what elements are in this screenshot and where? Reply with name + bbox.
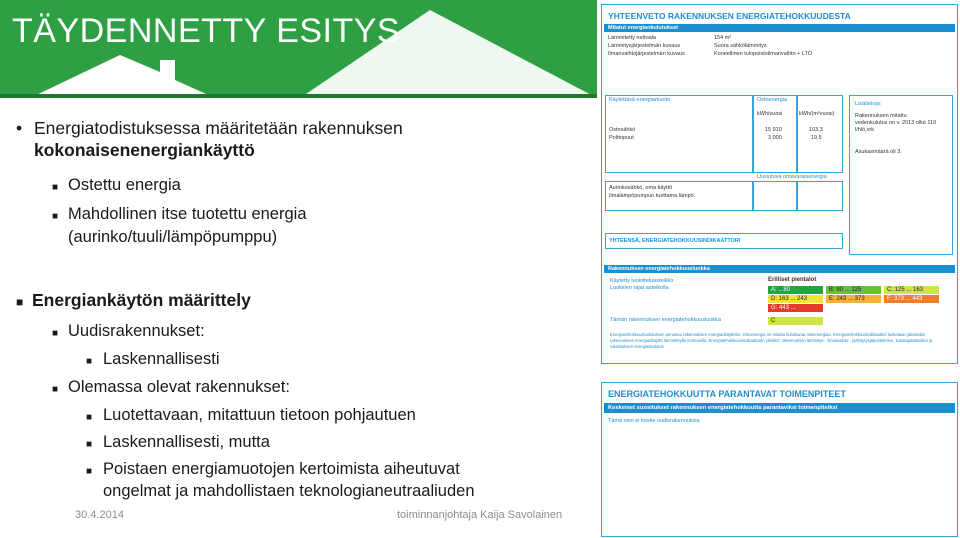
bullet-l2: ■ — [52, 384, 59, 395]
grade-b: B: 80 ... 125 — [826, 286, 881, 294]
grade-a: A: ...80 — [768, 286, 823, 294]
bullet-l2: ■ — [52, 182, 59, 193]
bullet-text: Laskennallisesti — [103, 350, 220, 368]
bullet-text: Luotettavaan, mitattuun tietoon pohjautuen — [103, 406, 416, 424]
energy-row-value: 103,3 — [809, 127, 823, 133]
bullet-text: Olemassa olevat rakennukset: — [68, 378, 290, 396]
energy-row-label: Polttopuut — [609, 135, 634, 141]
class-bar: Rakennuksen energiatehokkuusluokka — [604, 265, 955, 273]
bullet-text: ongelmat ja mahdollistaen teknologianeutraaliuden — [103, 482, 475, 500]
grade-d: D: 163 ... 243 — [768, 295, 823, 303]
renew-header: Uusiutuva omavaraisenergia — [757, 174, 827, 180]
this-class-label: Tämän rakennuksen energiatehokkuusluokka — [610, 317, 721, 323]
doc-title: YHTEENVETO RAKENNUKSEN ENERGIATEHOKKUUDESTA — [602, 5, 957, 24]
grade-g: G: 443 ... — [768, 304, 823, 312]
bullet-text: Uudisrakennukset: — [68, 322, 205, 340]
bullet-text: (aurinko/tuuli/lämpöpumppu) — [68, 228, 278, 246]
doc2-title: ENERGIATEHOKKUUTTA PARANTAVAT TOIMENPITEET — [608, 389, 846, 399]
doc2-line: Tämä osio ei koske uudisrakennuksia — [608, 418, 700, 424]
info-label: Ilmanvaihtojärjestelmän kuvaus — [608, 51, 685, 57]
bullet-text: Energiatodistuksessa määritetään rakennuksen — [34, 118, 403, 138]
footer-author: toiminnanjohtaja Kaija Savolainen — [397, 509, 563, 521]
col-header: Ostoenergia — [757, 97, 787, 103]
energy-row-value: 3 000 — [768, 135, 782, 141]
improvement-measures-doc — [601, 382, 958, 537]
bullet-l1: ■ — [16, 295, 24, 309]
extra-text: Asukasmäärä oli 3. — [855, 149, 902, 155]
energy-row-label: Ostosähkö — [609, 127, 636, 133]
grade-c: C: 125 ... 163 — [884, 286, 939, 294]
class-label: Käytetty luokitteluasteikko — [610, 278, 674, 284]
col-unit: kWh/vuosi — [757, 111, 783, 117]
footnote: Energiatehokkuusluokituksen perustuu rakennuksen energiankäyttöön. Ostoenergia on mitattu kuluttavaa ostoenergiaa. Energiatehokkuusindikaattori lasketaan jakamalla rakennuksen energiankäyttö lämmitetyllä nettoalalla. Energiatehokkuusindikaattorin yksikkö, rakennuksen lämmitys-, ilmanvaihto-, jäähdytysjärjestelmien, kuluttajalaitteiden ja valaistuksen energiankulutus. — [610, 332, 933, 349]
doc2-bar: Keskeiset suositukset rakennuksen energiatehokkuutta parantaviksi toimenpiteiksi — [604, 403, 955, 413]
class-scale: Erilliset pientalot — [768, 277, 817, 283]
bullet-l3: ■ — [86, 356, 93, 367]
bullet-l3: ■ — [86, 439, 93, 450]
info-label: Lämmitysjärjestelmän kuvaus — [608, 43, 681, 49]
bullet-l2: ■ — [52, 328, 59, 339]
energy-row-value: 15 910 — [765, 127, 782, 133]
footer-date: 30.4.2014 — [75, 509, 124, 521]
renew-row-label: Aurinkosähkö, oma käyttö — [609, 185, 673, 191]
bullet-text: Laskennallisesti, mutta — [103, 433, 270, 451]
extra-text: Rakennuksen mitattu vedenkulutus on v. 2013 ollut 110 l/hlö,vrk — [855, 113, 937, 133]
bullet-text-bold: Energiankäytön määrittely — [32, 290, 251, 310]
col-header: Käytettävä energiamuoto — [609, 97, 671, 103]
class-label: Luokkien rajat asteikolla — [610, 285, 669, 291]
renew-row-label: Ilmalämpöpumpun tuottama lämpö — [609, 193, 694, 199]
info-label: Lämmitetty nettoala — [608, 35, 656, 41]
bullet-l3: ■ — [86, 466, 93, 477]
energy-table — [605, 95, 953, 255]
slide-title: TÄYDENNETTY ESITYS — [12, 12, 401, 50]
col-unit: kWh/(m²vuosi) — [799, 111, 835, 117]
energy-row-value: 19,5 — [811, 135, 822, 141]
bullet-l3: ■ — [86, 412, 93, 423]
grade-e: E: 243 ... 373 — [826, 295, 881, 303]
info-value: Suora sähkölämmitys — [714, 43, 767, 49]
info-value: 154 m² — [714, 35, 732, 41]
info-value: Koneellinen tulopoistoilmanvaihto + LTO — [714, 51, 813, 57]
energy-certificate-summary — [601, 4, 958, 364]
bullet-l2: ■ — [52, 211, 59, 222]
bullet-text: Mahdollinen itse tuotettu energia — [68, 205, 307, 223]
bullet-text: Poistaen energiamuotojen kertoimista aiheutuvat — [103, 460, 460, 478]
section-bar: Mitatut energiankulutukset — [604, 24, 955, 32]
total-row: YHTEENSÄ, ENERGIATEHOKKUUSINDIKAATTORI — [609, 238, 741, 244]
this-class-value: C — [768, 317, 823, 325]
grade-f: F: 373 ... 443 — [884, 295, 939, 303]
bullet-text: Ostettu energia — [68, 176, 181, 194]
bullet-l1: • — [16, 118, 23, 138]
extra-title: Lisätietoja: — [855, 101, 882, 107]
building-info — [602, 32, 957, 62]
bullet-text-bold: kokonaisenenergiankäyttö — [34, 140, 255, 160]
